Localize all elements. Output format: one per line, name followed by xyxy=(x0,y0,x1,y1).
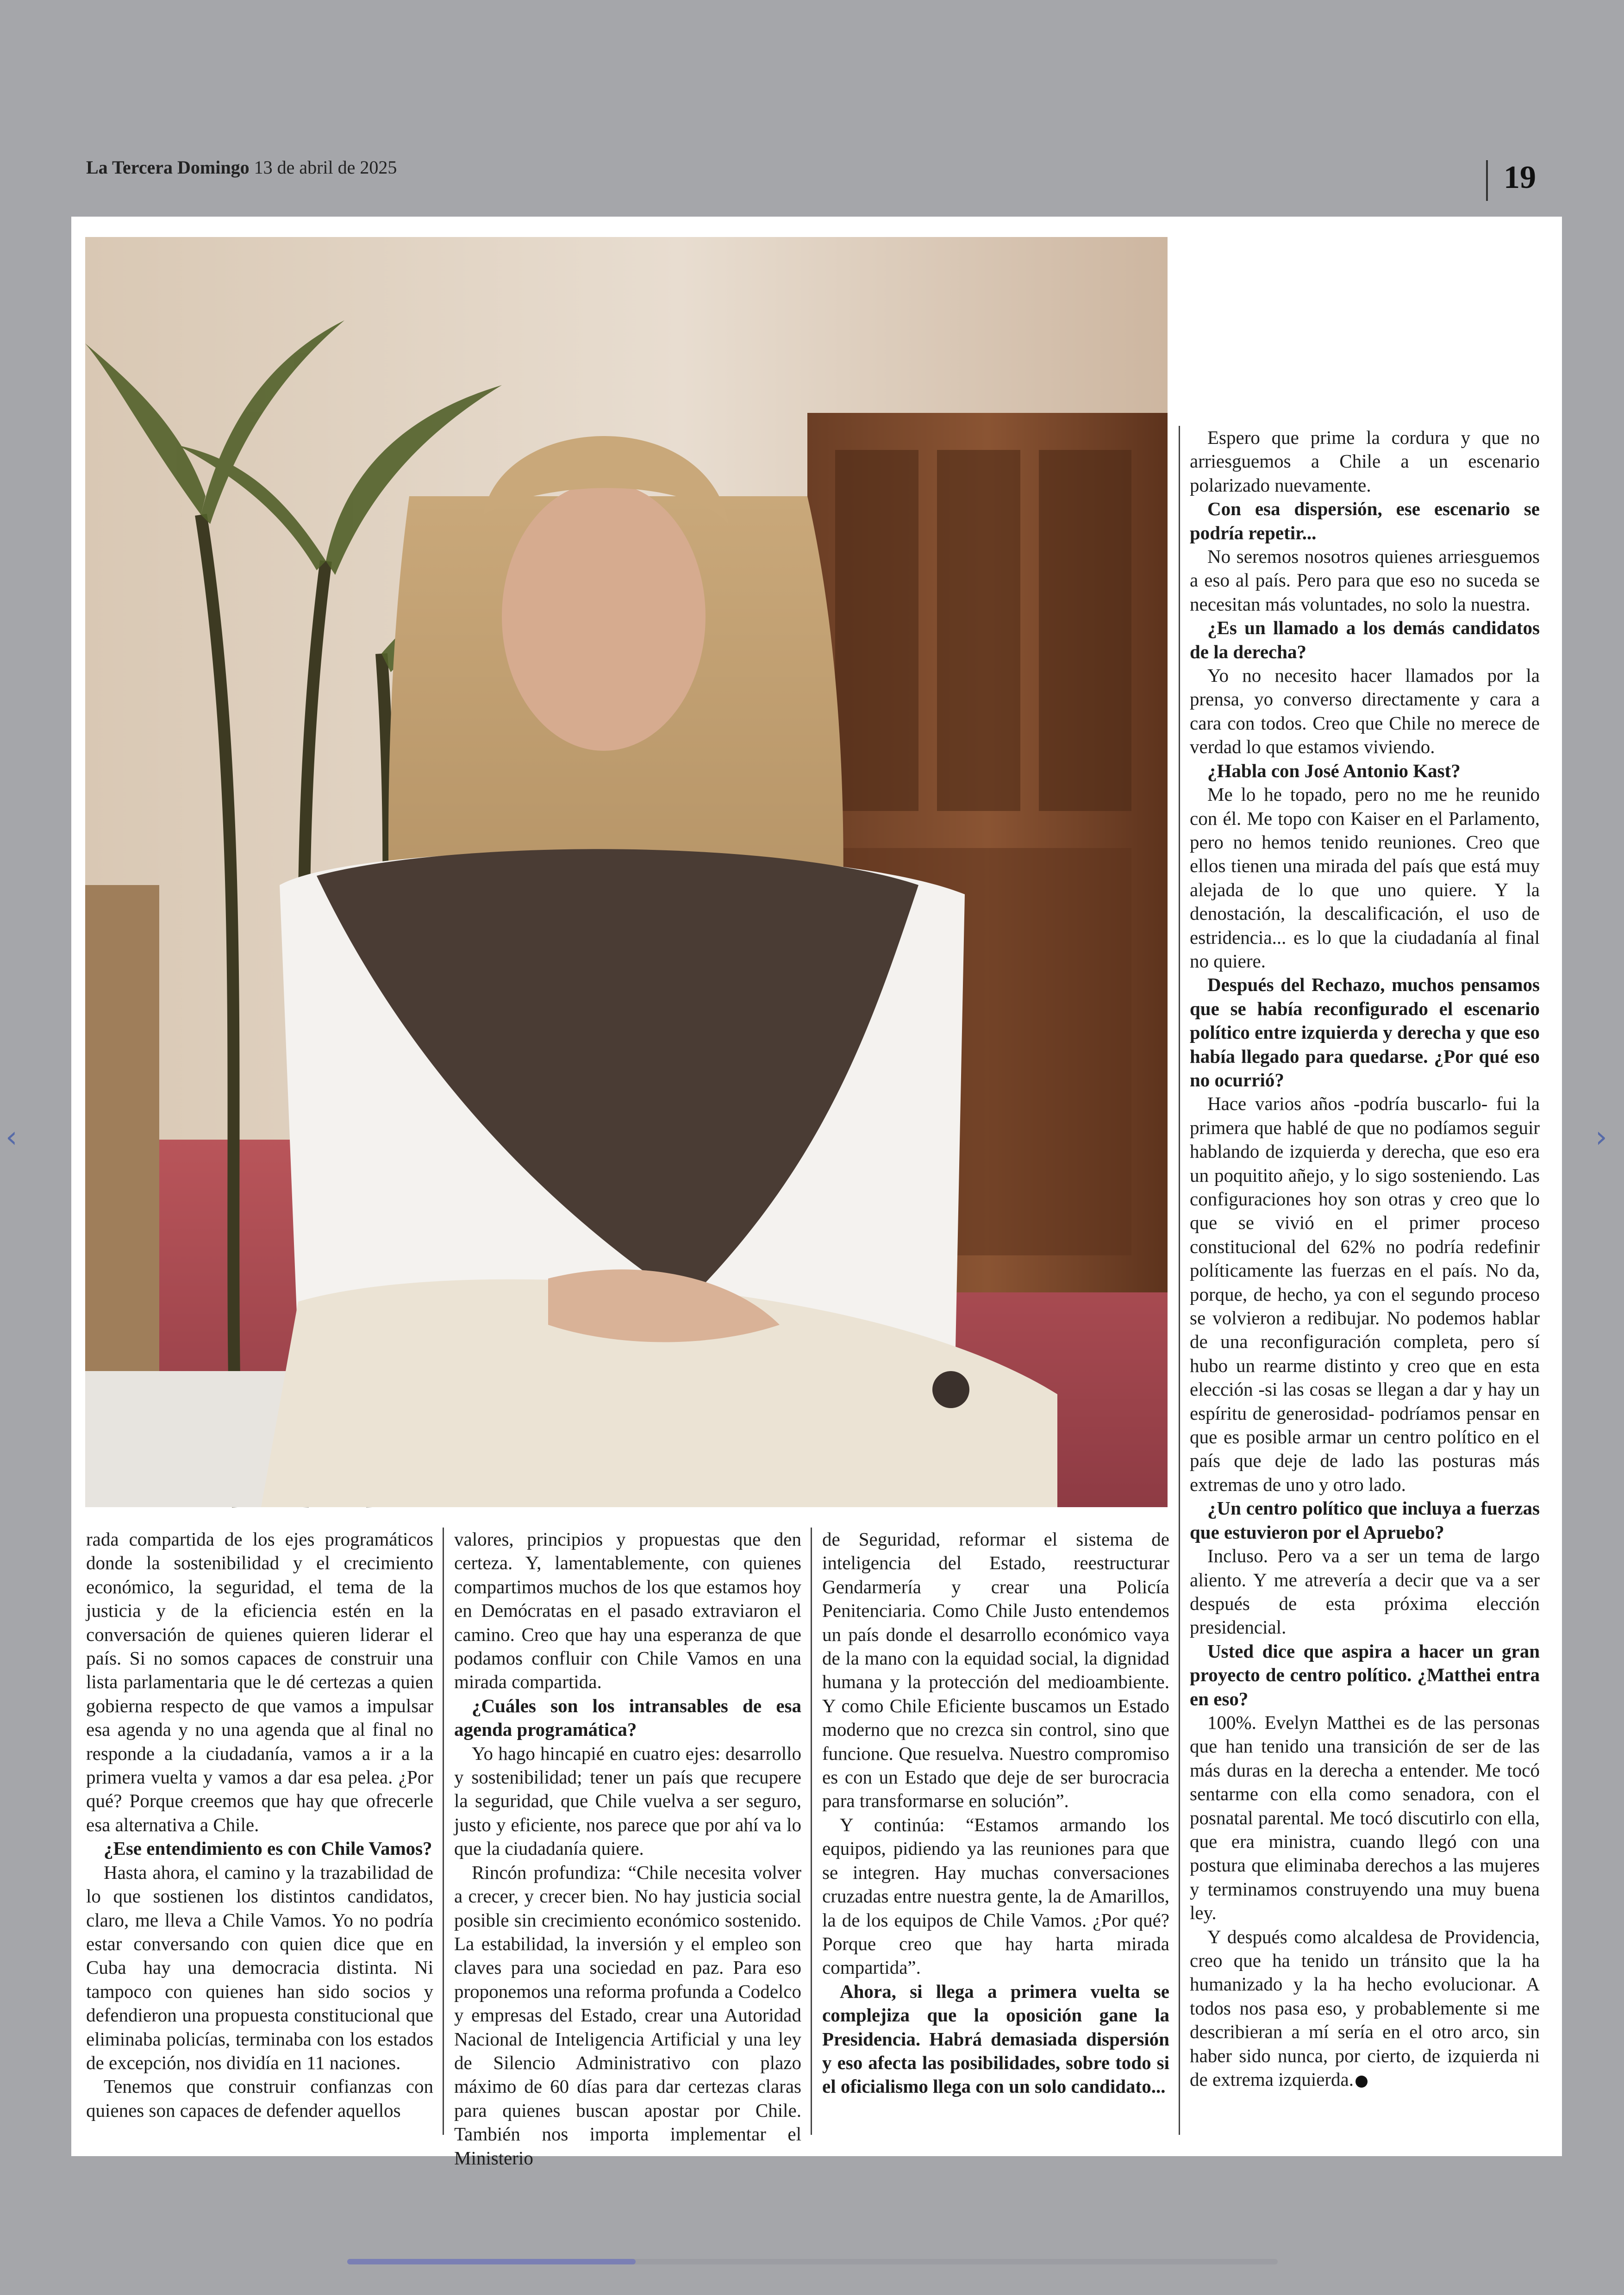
article-paragraph: rada compartida de los ejes programáticos donde la sostenibilidad y el crecimiento económico, la seguridad, el tema de la justicia y de la eficiencia estén en la conversación de quienes quieren liderar el país. Si no somos capaces de construir una lista parlamentaria que le dé certezas a quien gobierna respecto de que vamos a impulsar esa agenda y no una agenda que al final no responde a la ciudadanía, vamos a ir a la primera vuelta y vamos a dar esa pelea. ¿Por qué? Porque creemos que hay que ofrecerle esa alternativa a Chile. xyxy=(86,1528,433,1835)
article-paragraph: valores, principios y propuestas que den certeza. Y, lamentablemente, con quienes compartimos muchos de los que estamos hoy en Demócratas en el pasado extraviaron el camino. Creo que hay una esperanza de que podamos confluir con Chile Vamos en una mirada compartida. xyxy=(454,1528,801,1693)
article-paragraph: 100%. Evelyn Matthei es de las personas que han tenido una transición de ser de las más duras en la derecha a entender. Me tocó sentarme con ella como senadora, con el posnatal parental. Me tocó discutirlo con ella, que era ministra, cuando llegó con una postura que eliminaba derechos a las mujeres y terminamos construyendo una muy buena ley. xyxy=(1190,1711,1540,1924)
article-paragraph: No seremos nosotros quienes arriesguemos a eso al país. Pero para que eso no suceda se necesitan más voluntades, no solo la nuestra. xyxy=(1190,546,1540,615)
article-paragraph: Yo hago hincapié en cuatro ejes: desarrollo y sostenibilidad; tener un país que recupere la seguridad, que Chile vuelva a ser seguro, justo y eficiente, nos parece que por ahí va lo que la ciudadanía quiere. xyxy=(454,1742,801,1859)
article-paragraph: Hace varios años -podría buscarlo- fui la primera que hablé de que no podíamos seguir hablando de izquierda y derecha, que eso era un poquitito añejo, y lo sigo sosteniendo. Las configuraciones hoy son otras y creo que lo que se vivió en el primer proceso constitucional del 62% no podría redefinir políticamente las fuerzas en el país. No da, porque, de hecho, ya con el segundo proceso se volvieron a redibujar. No podemos hablar de una reconfiguración completa, pero sí hubo un rearme distinto y creo que en esta elección -si las cosas se llegan a dar y hay un espíritu de generosidad- podríamos pensar en que es posible armar un centro político en el país que deje de lado las posturas más extremas de uno y otro lado. xyxy=(1190,1093,1540,1495)
article-paragraph: Y continúa: “Estamos armando los equipos, pidiendo ya las reuniones para que se integren. Hay muchas conversaciones cruzadas entre nuestra gente, la de Amarillos, la de los equipos de Chile Vamos. ¿Por qué? Porque creo que hay harta mirada compartida”. xyxy=(822,1814,1169,1978)
article-paragraph: Tenemos que construir confianzas con quienes son capaces de defender aquellos xyxy=(86,2076,433,2121)
interview-question: Después del Rechazo, muchos pensamos que se había reconfigurado el escenario político entre izquierda y derecha y que eso había llegado para quedarse. ¿Por qué eso no ocurrió? xyxy=(1190,974,1540,1091)
article-paragraph: Hasta ahora, el camino y la trazabilidad de lo que sostienen los distintos candidatos, claro, me lleva a Chile Vamos. Yo no podría estar conversando con quien dice que en Cuba hay una democracia distinta. Ni tampoco con quienes han sido socios y defendieron una propuesta constitucional que eliminaba policías, terminaba con los estados de excepción, nos dividía en 11 naciones. xyxy=(86,1861,433,2073)
interview-question: Ahora, si llega a primera vuelta se complejiza que la oposición gane la Presidencia. Habrá demasiada dispersión y eso afecta las posibilidades, sobre todo si el oficialismo llega con un solo candidato... xyxy=(822,1980,1169,2097)
article-paragraph: Rincón profundiza: “Chile necesita volver a crecer, y crecer bien. No hay justicia social posible sin crecimiento económico sostenido. La estabilidad, la inversión y el empleo son claves para una sociedad en paz. Para eso proponemos una reforma profunda a Codelco y empresas del Estado, crear una Autoridad Nacional de Inteligencia Artificial y una ley de Silencio Administrativo con plazo máximo de 60 días para dar certezas claras para quienes buscan apostar por Chile. También nos importa implementar el Ministerio xyxy=(454,1861,801,2169)
article-paragraph: Incluso. Pero va a ser un tema de largo aliento. Y me atrevería a decir que va a ser después de esta próxima elección presidencial. xyxy=(1190,1545,1540,1638)
interview-question: Con esa dispersión, ese escenario se podría repetir... xyxy=(1190,498,1540,543)
publication-date: 13 de abril de 2025 xyxy=(254,157,397,178)
portrait-photo xyxy=(85,237,1168,1507)
column-rule xyxy=(811,1528,812,2135)
article-paragraph: Me lo he topado, pero no me he reunido con él. Me topo con Kaiser en el Parlamento, pero no hemos tenido reuniones. Creo que ellos tienen una mirada del país que está muy alejada de lo que uno quiere. Y la denostación, la descalificación, el uso de estridencia... es lo que la ciudadanía al final no quiere. xyxy=(1190,784,1540,972)
article-column-1 xyxy=(86,1528,433,2129)
masthead xyxy=(86,156,397,178)
article-paragraph: de Seguridad, reformar el sistema de inteligencia del Estado, reestructurar Gendarmería y crear una Policía Penitenciaria. Como Chile Justo entendemos un país donde el desarrollo económico vaya de la mano con la equidad social, la dignidad humana y la protección del medioambiente. Y como Chile Eficiente buscamos un Estado moderno que no crezca sin control, sino que funcione. Que resuelva. Nuestro compromiso es con un Estado que deje de ser burocracia para transformarse en solución”. xyxy=(822,1528,1169,1812)
article-paragraph: Espero que prime la cordura y que no arriesguemos a Chile a un escenario polarizado nuevamente. xyxy=(1190,427,1540,496)
article-column-4 xyxy=(1190,426,1540,2134)
column-rule xyxy=(443,1528,444,2135)
page-number: 19 xyxy=(1504,160,1536,195)
interview-question: ¿Habla con José Antonio Kast? xyxy=(1207,760,1461,781)
publication-name: La Tercera Domingo xyxy=(86,157,250,178)
chevron-right-icon[interactable]: › xyxy=(1595,1120,1607,1154)
chevron-left-icon[interactable]: ‹ xyxy=(6,1120,18,1154)
article-column-2 xyxy=(454,1528,801,2169)
page-progress-bar[interactable] xyxy=(347,2259,1278,2264)
interview-question: ¿Ese entendimiento es con Chile Vamos? xyxy=(104,1838,432,1859)
interview-question: ¿Un centro político que incluya a fuerzas que estuvieron por el Apruebo? xyxy=(1190,1497,1540,1543)
article-paragraph: Y después como alcaldesa de Providencia, creo que ha tenido un tránsito que la ha humanizado y la ha hecho evolucionar. A todos nos pasa eso, y probablemente si me describieran a mí sería en el otro arco, sin haber sido nunca, por cierto, de izquierda ni de extrema izquierda. xyxy=(1190,1926,1540,2090)
interview-question: ¿Cuáles son los intransables de esa agenda programática? xyxy=(454,1695,801,1740)
page-progress-fill xyxy=(347,2259,636,2264)
newspaper-page xyxy=(71,217,1562,2169)
end-mark-icon xyxy=(1355,2076,1368,2088)
column-rule xyxy=(1179,426,1180,2135)
article-column-3 xyxy=(822,1528,1169,2129)
interview-question: ¿Es un llamado a los demás candidatos de la derecha? xyxy=(1190,617,1540,662)
interview-question: Usted dice que aspira a hacer un gran proyecto de centro político. ¿Matthei entra en eso? xyxy=(1190,1640,1540,1709)
article-paragraph: Yo no necesito hacer llamados por la prensa, yo converso directamente y cara a cara con todos. Creo que Chile no merece de verdad lo que estamos viviendo. xyxy=(1190,665,1540,758)
page-number-box xyxy=(1486,160,1539,201)
